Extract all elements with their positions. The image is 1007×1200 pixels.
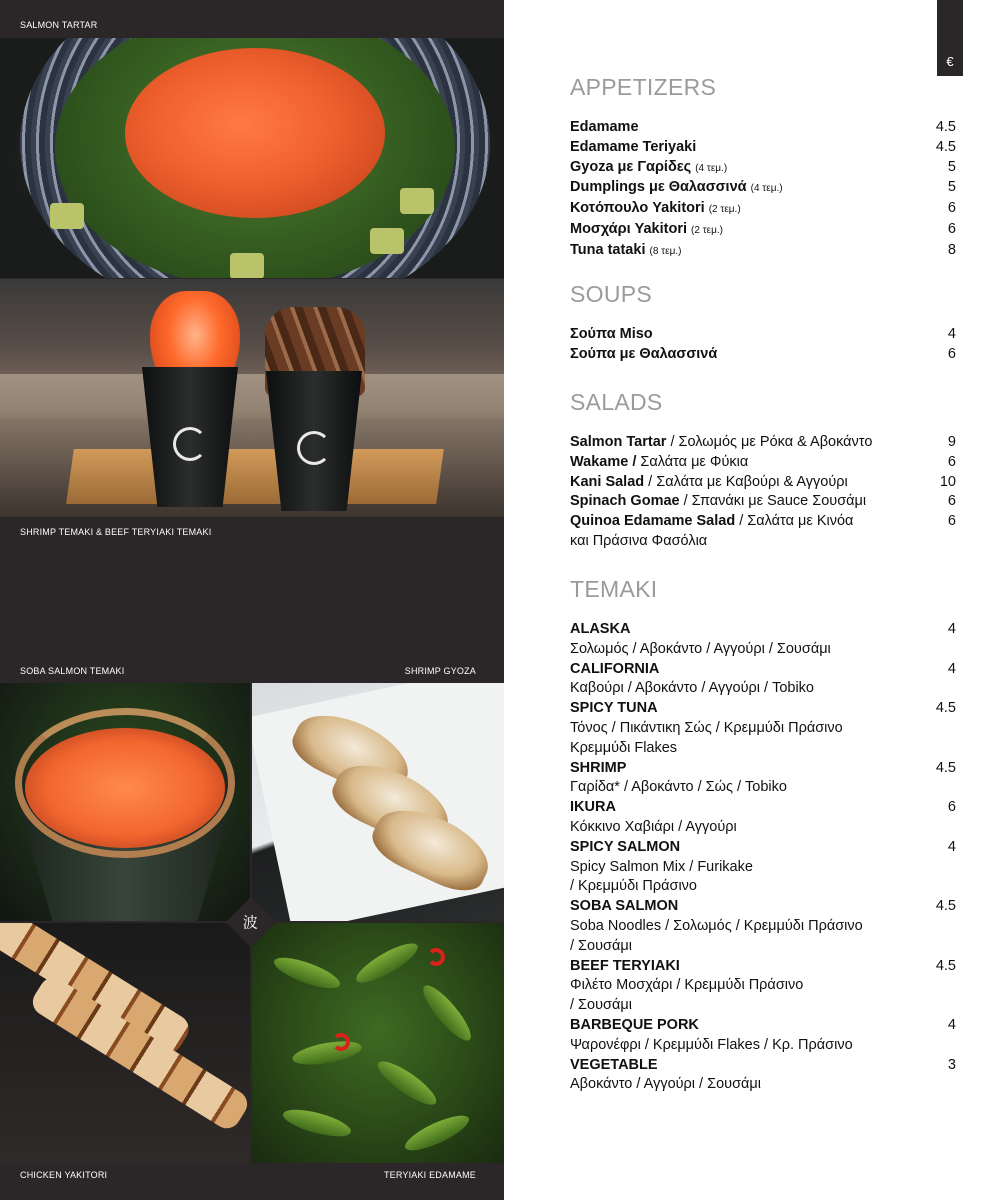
item-description-line2: / Σουσάμι [570,937,632,954]
soups-list [570,325,956,365]
item-price: 4 [947,838,956,855]
menu-item [570,473,956,493]
item-name: Κοτόπουλο Yakitori [570,200,705,217]
item-price: 8 [947,241,956,258]
salmon-shape [125,48,385,218]
pod-shape [373,1055,442,1112]
item-name: Σούπα Miso [570,326,653,342]
caption-soba: SOBA SALMON TEMAKI [20,666,125,676]
item-subtitle: / Σαλάτα με Κινόα [735,513,854,530]
menu-item [570,138,956,158]
chicken-yakitori-photo [0,923,250,1163]
item-description: Γαρίδα* / Αβοκάντο / Σώς / Tobiko [570,779,787,796]
item-subtitle: / Σαλάτα με Καβούρι & Αγγούρι [644,473,848,490]
pod-shape [417,980,477,1046]
caption-edamame: TERYIAKI EDAMAME [383,1170,476,1180]
item-name: SHRIMP [570,759,627,776]
item-price: 5 [947,179,956,196]
currency-tab [937,0,963,76]
item-name: CALIFORNIA [570,660,660,677]
section-title-temaki: TEMAKI [570,576,658,602]
avocado-shape [400,188,434,214]
item-subtitle: Σαλάτα με Φύκια [636,453,749,470]
item-name: VEGETABLE [570,1056,658,1073]
item-name: Salmon Tartar [570,434,667,450]
item-quantity: (2 τεμ.) [691,224,723,236]
item-name: IKURA [570,799,616,816]
temaki-cone-shape [266,371,362,511]
item-price: 4 [947,326,956,342]
item-quantity: (4 τεμ.) [695,162,728,174]
menu-item [570,512,956,552]
item-price: 6 [947,453,956,470]
avocado-shape [230,253,264,278]
item-name: Quinoa Edamame Salad [570,513,736,530]
item-name: Σούπα με Θαλασσινά [570,345,718,362]
temaki-item [570,838,956,897]
item-description-line2: / Σουσάμι [570,997,632,1014]
item-description: Κόκκινο Χαβιάρι / Αγγούρι [570,818,737,835]
soba-salmon-photo [0,683,250,921]
temaki-item [570,897,956,956]
item-price: 4.5 [935,898,956,915]
item-price: 6 [947,345,956,362]
counter-shape [0,374,504,419]
salads-section [570,389,956,552]
item-description-line2: Κρεμμύδι Flakes [570,739,678,756]
item-price: 4.5 [935,700,956,717]
section-title-salads: SALADS [570,389,663,415]
item-name: BEEF TERYIAKI [570,957,680,974]
temaki-list [570,620,956,1095]
item-name: SPICY SALMON [570,838,681,855]
item-description: Αβοκάντο / Αγγούρι / Σουσάμι [570,1076,761,1093]
item-price: 6 [947,493,956,510]
wooden-board-shape [66,449,444,504]
item-name: Spinach Gomae [570,493,680,510]
temaki-section [570,576,956,1095]
temaki-item [570,620,956,660]
logo-icon [297,431,331,465]
item-price: 6 [947,799,956,816]
item-name: SPICY TUNA [570,700,658,717]
item-name: Μοσχάρι Yakitori [570,220,688,237]
item-quantity: (8 τεμ.) [649,245,682,257]
temaki-item [570,1016,956,1056]
temaki-item [570,699,956,758]
item-description: Spicy Salmon Mix / Furikake [570,858,753,875]
avocado-shape [50,203,84,229]
menu-panel [504,0,1007,1200]
menu-item [570,453,956,473]
item-name: Tuna tataki [570,241,646,258]
item-subtitle: / Σολωμός με Ρόκα & Αβοκάντο [666,434,873,450]
item-price: 6 [947,513,956,530]
pod-shape [291,1037,363,1069]
menu-item [570,492,956,512]
item-price: 4.5 [935,138,956,155]
caption-gyoza: SHRIMP GYOZA [404,666,476,676]
item-price: 5 [947,158,956,175]
menu-item [570,178,956,199]
item-price: 4 [947,621,956,637]
temaki-cone-shape [142,367,238,507]
item-name: SOBA SALMON [570,898,679,915]
item-subtitle: / Σπανάκι με Sauce Σουσάμι [679,493,867,510]
item-description: Ψαρονέφρι / Κρεμμύδι Flakes / Κρ. Πράσινο [570,1036,853,1053]
gyoza-photo [252,683,504,921]
item-price: 6 [947,200,956,217]
menu-item [570,199,956,220]
chili-shape [332,1033,350,1051]
pod-shape [352,937,423,989]
soups-section [570,281,956,365]
logo-icon [173,427,207,461]
edamame-photo [252,923,504,1163]
item-price: 10 [939,473,956,490]
caption-temaki: SHRIMP TEMAKI & BEEF TERYIAKI TEMAKI [20,527,212,537]
section-title-soups: SOUPS [570,281,653,307]
caption-yakitori: CHICKEN YAKITORI [20,1170,108,1180]
item-description: Soba Noodles / Σολωμός / Κρεμμύδι Πράσινο [570,917,863,934]
item-name: ALASKA [570,621,631,637]
euro-icon: € [946,54,954,69]
item-description: Φιλέτο Μοσχάρι / Κρεμμύδι Πράσινο [570,977,804,994]
menu-item [570,345,956,365]
menu-item [570,220,956,241]
pod-shape [271,952,344,995]
item-description: Καβούρι / Αβοκάντο / Αγγούρι / Tobiko [570,680,814,697]
item-price: 4.5 [935,759,956,776]
temaki-item [570,759,956,799]
item-description-line2: / Κρεμμύδι Πράσινο [570,878,697,895]
avocado-shape [370,228,404,254]
temaki-item [570,1056,956,1096]
item-price: 4.5 [935,957,956,974]
pod-shape [401,1109,473,1157]
item-name: Gyoza με Γαρίδες [570,158,692,175]
appetizers-section [570,74,956,262]
menu-item [570,118,956,138]
kanji-character: 波 [243,913,259,932]
menu-item [570,433,956,453]
salmon-tartar-photo [0,38,504,278]
item-price: 9 [947,434,956,450]
chili-shape [427,948,445,966]
salads-list [570,433,956,552]
temaki-photo [0,279,504,517]
item-price: 4 [947,660,956,677]
temaki-item [570,957,956,1016]
item-name: BARBEQUE PORK [570,1016,699,1033]
item-price: 6 [947,220,956,237]
item-price: 4.5 [935,119,956,135]
item-quantity: (4 τεμ.) [750,183,783,195]
section-title-appetizers: APPETIZERS [570,74,717,100]
temaki-item [570,798,956,838]
item-name: Dumplings με Θαλασσινά [570,179,747,196]
menu-item [570,325,956,345]
menu-item [570,158,956,179]
pod-shape [281,1104,354,1141]
item-price: 3 [947,1056,956,1073]
noodles-shape [15,708,235,858]
menu-item [570,241,956,262]
temaki-item [570,660,956,700]
item-description: Σολωμός / Αβοκάντο / Αγγούρι / Σουσάμι [570,640,831,657]
item-name: Kani Salad [570,473,645,490]
item-name: Edamame Teriyaki [570,138,697,155]
item-description: Τόνος / Πικάντικη Σώς / Κρεμμύδι Πράσινο [570,719,843,736]
caption-salmon-tartar: SALMON TARTAR [20,20,98,30]
item-quantity: (2 τεμ.) [708,204,741,216]
appetizers-list [570,118,956,262]
item-price: 4 [947,1016,956,1033]
item-name: Wakame / [570,453,637,470]
item-name: Edamame [570,119,639,135]
item-subtitle-line2: και Πράσινα Φασόλια [570,532,708,549]
